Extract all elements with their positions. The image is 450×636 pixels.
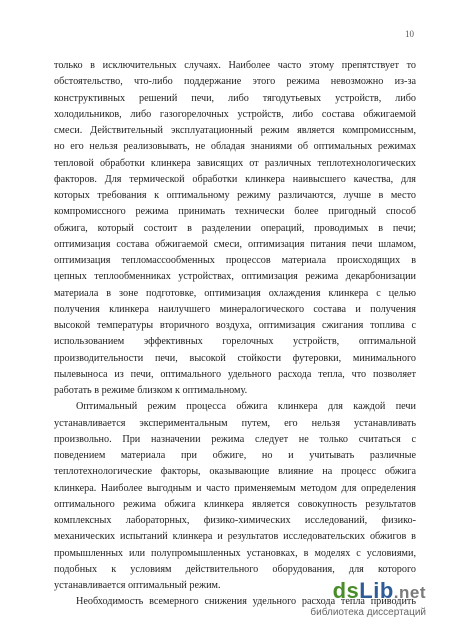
text-line: механических испытаний клинкера и результатов исследовательских обжигов в <box>54 531 416 543</box>
text-line: факторов. Для термической обработки клинкера наивысшего качества, для <box>54 173 416 185</box>
text-line: Оптимальный режим процесса обжига клинкера для каждой печи <box>76 401 416 413</box>
text-line: произвольно. При назначении режима следует не только считаться с <box>54 433 416 445</box>
text-line: тепловой обработки клинкера зависящих от различных теплотехнологических <box>54 157 416 169</box>
text-line: высокой температуры вторичного воздуха, оптимизация сжигания топлива с <box>54 320 416 331</box>
text-line: оптимизация состава обжигаемой смеси, оптимизация питания печи шламом, <box>54 238 416 250</box>
watermark-subtitle: библиотека диссертаций <box>310 607 426 618</box>
dslib-watermark[interactable] <box>270 578 430 628</box>
logo-lib: Lib <box>359 578 394 603</box>
text-line: компромиссного режима принимать технически более пригодный способ <box>54 206 416 218</box>
text-line: клинкера. Наиболее выгодным и часто применяемым методом для определения <box>54 482 416 494</box>
text-line: устанавливается экспериментальным путем, его нельзя устанавливать <box>54 417 416 429</box>
logo-ds: ds <box>332 578 360 603</box>
page-number: 10 <box>405 29 414 39</box>
text-line: смеси. Действительный эксплуатационный режим является компромиссным, <box>54 125 416 136</box>
text-line: пылевыноса из печи, оптимального удельного расхода тепла, что позволяет <box>54 368 416 380</box>
text-line: теплотехнологические факторы, оказывающие влияние на процесс обжига <box>54 466 416 478</box>
text-line: обстоятельство, что-либо поддержание этого режима невозможно из-за <box>54 76 416 88</box>
text-line: Необходимость всемерного снижения удельного расхода тепла приводить <box>76 596 416 608</box>
text-line: обжига, который состоит в разделении операций, проводимых в печи; <box>54 222 416 234</box>
text-line: устанавливается оптимальный режим. <box>54 580 221 591</box>
text-line: которых требования к оптимальному режиму различаются, лучше в место <box>54 190 416 201</box>
text-line: но его нельзя реализовывать, не обладая знаниями об оптимальных режимах <box>54 141 416 153</box>
text-line: промышленных или полупромышленных установках, в моделях с условиями, <box>54 547 416 559</box>
text-line: использованием эффективных горелочных устройств, оптимальной <box>54 336 416 348</box>
logo-net: .net <box>393 583 426 602</box>
text-line: получения клинкера наилучшего минералогического состава и получения <box>54 303 416 315</box>
text-line: материала в зоне подготовке, оптимизация охлаждения клинкера с целью <box>54 287 416 299</box>
text-line: подобных к условиям действительного оборудования, для которого <box>54 563 416 575</box>
text-line: оптимального режима обжига клинкера является совокупность результатов <box>54 498 416 510</box>
text-line: только в исключительных случаях. Наиболее часто этому препятствует то <box>54 60 416 71</box>
dslib-logo[interactable] <box>333 578 426 604</box>
text-line: производительности печи, высокой стойкости футеровки, минимального <box>54 352 416 364</box>
text-line: оптимизация тепломассообменных процессов материала происходящих в <box>54 255 416 266</box>
text-line: холодильников, либо газогорелочных устройств, либо состава обжигаемой <box>54 108 416 120</box>
text-line: работать в режиме близком к оптимальному. <box>54 385 248 396</box>
text-line: комплексных лабораторных, физико-химических исследований, физико- <box>54 515 416 526</box>
body-text <box>54 58 416 611</box>
text-line: цепных теплообменниках устройствах, оптимизация режима декарбонизации <box>54 271 416 283</box>
text-line: поведением материала при обжиге, но и учитывать различные <box>54 450 416 461</box>
text-line: конструктивных решений печи, либо тягодутьевых устройств, либо <box>54 92 416 104</box>
